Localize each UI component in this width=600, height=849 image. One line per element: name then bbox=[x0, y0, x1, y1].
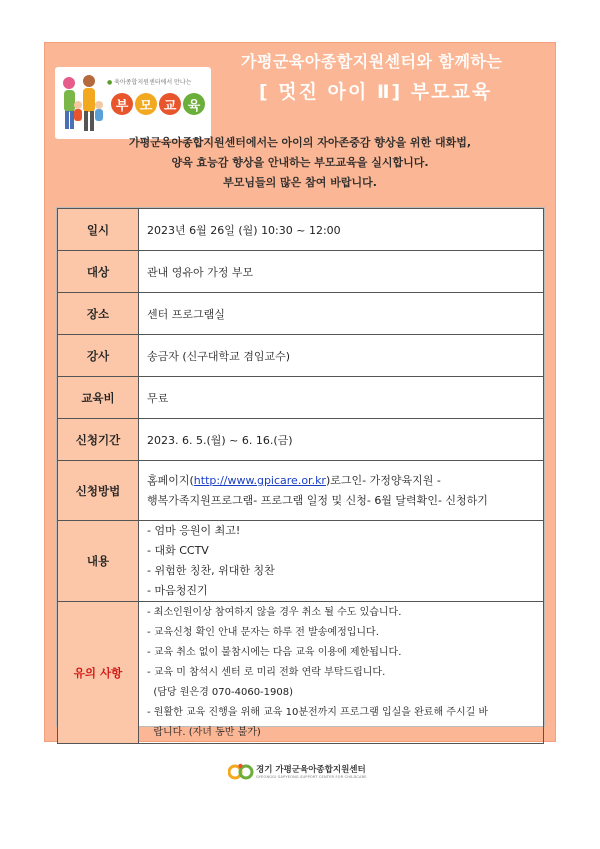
row-value: 송금자 (신구대학교 겸임교수) bbox=[139, 335, 544, 377]
list-item: - 마음청진기 bbox=[147, 584, 208, 597]
info-table bbox=[57, 208, 544, 744]
logo-badge: 교 bbox=[159, 93, 181, 115]
method-line: 홈페이지(http://www.gpicare.or.kr)로그인- 가정양육지원 - bbox=[147, 473, 441, 487]
row-value bbox=[139, 521, 544, 602]
family-illustration-icon bbox=[59, 71, 105, 137]
list-item: - 교육 미 참석시 센터 로 미리 전화 연락 부탁드립니다. bbox=[147, 666, 386, 678]
table-row bbox=[58, 335, 544, 377]
table-row bbox=[58, 377, 544, 419]
list-item: - 교육 취소 없이 불참시에는 다음 교육 이용에 제한됩니다. bbox=[147, 646, 402, 658]
footer-org-name: 경기 가평군육아종합지원센터 bbox=[256, 765, 366, 775]
footer-org-sub: GYEONGGI GAPYEONG SUPPORT CENTER FOR CHILDCARE bbox=[256, 775, 367, 779]
row-label: 유의 사항 bbox=[58, 602, 139, 744]
row-label: 강사 bbox=[58, 335, 139, 377]
table-row bbox=[58, 293, 544, 335]
list-item: - 원활한 교육 진행을 위해 교육 10분전까지 프로그램 입실을 완료해 주시길 바 bbox=[147, 706, 489, 718]
page-title-line1: 가평군육아종합지원센터와 함께하는 bbox=[241, 52, 503, 71]
homepage-link[interactable]: http://www.gpicare.or.kr bbox=[193, 473, 326, 487]
logo-badge: 육 bbox=[183, 93, 205, 115]
row-label: 장소 bbox=[58, 293, 139, 335]
list-item: 랍니다. (자녀 동반 불가) bbox=[147, 726, 261, 738]
list-item: - 교육신청 확인 안내 문자는 하루 전 발송예정입니다. bbox=[147, 626, 379, 638]
info-panel bbox=[56, 207, 545, 738]
row-label: 신청방법 bbox=[58, 461, 139, 521]
table-row bbox=[58, 209, 544, 251]
page-title-line2: [ 멋진 아이 Ⅱ] 부모교육 bbox=[259, 81, 493, 103]
intro-line: 부모님들의 많은 참여 바랍니다. bbox=[223, 176, 377, 189]
row-value: 무료 bbox=[139, 377, 544, 419]
logo-badges bbox=[111, 93, 205, 115]
intro-line: 양육 효능감 향상을 안내하는 부모교육을 실시합니다. bbox=[171, 156, 429, 169]
row-label: 일시 bbox=[58, 209, 139, 251]
list-item: - 엄마 응원이 최고! bbox=[147, 524, 241, 537]
logo-badge: 모 bbox=[135, 93, 157, 115]
list-item: - 위험한 칭찬, 위대한 칭찬 bbox=[147, 564, 275, 577]
row-value bbox=[139, 602, 544, 744]
row-value: 관내 영유아 가정 부모 bbox=[139, 251, 544, 293]
poster-header bbox=[45, 43, 555, 193]
list-item: - 대화 CCTV bbox=[147, 544, 209, 557]
row-label: 교육비 bbox=[58, 377, 139, 419]
footer-logo bbox=[228, 762, 367, 782]
poster-card bbox=[44, 42, 556, 742]
list-item: (담당 원은경 070-4060-1908) bbox=[147, 686, 294, 698]
logo-badge: 부 bbox=[111, 93, 133, 115]
row-label: 신청기간 bbox=[58, 419, 139, 461]
table-row bbox=[58, 461, 544, 521]
row-value bbox=[139, 461, 544, 521]
table-row bbox=[58, 602, 544, 744]
intro-text bbox=[45, 133, 555, 193]
table-row bbox=[58, 521, 544, 602]
logo-caption: ● 육아종합지원센터에서 만나는 bbox=[107, 79, 192, 86]
list-item: - 최소인원이상 참여하지 않을 경우 취소 될 수도 있습니다. bbox=[147, 606, 402, 618]
row-label: 대상 bbox=[58, 251, 139, 293]
row-value: 2023. 6. 5.(월) ~ 6. 16.(금) bbox=[139, 419, 544, 461]
program-logo bbox=[55, 67, 211, 139]
table-row bbox=[58, 251, 544, 293]
intro-line: 가평군육아종합지원센터에서는 아이의 자아존중감 향상을 위한 대화법, bbox=[128, 136, 472, 149]
center-logo-icon bbox=[228, 762, 254, 782]
table-row bbox=[58, 419, 544, 461]
method-line: 행복가족지원프로그램- 프로그램 일정 및 신청- 6월 달력확인- 신청하기 bbox=[147, 493, 488, 507]
row-value: 2023년 6월 26일 (월) 10:30 ~ 12:00 bbox=[139, 209, 544, 251]
row-label: 내용 bbox=[58, 521, 139, 602]
row-value: 센터 프로그램실 bbox=[139, 293, 544, 335]
